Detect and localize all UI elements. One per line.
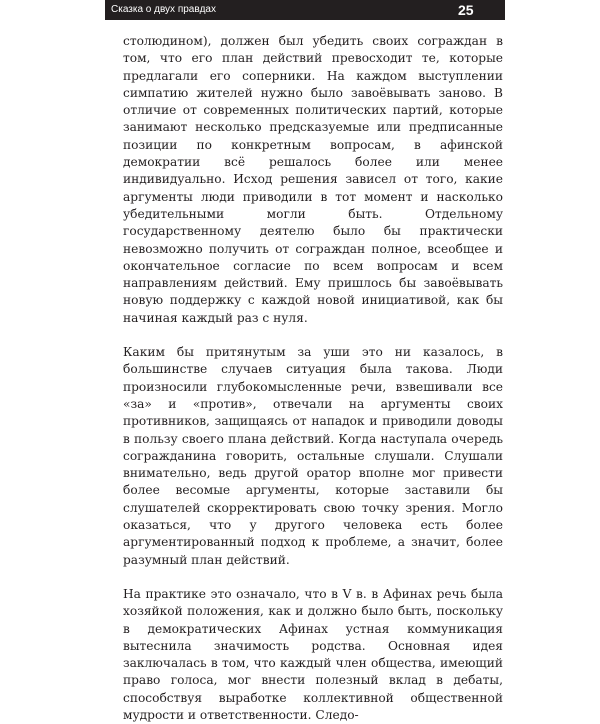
- paragraph-1: столюдином), должен был убедить своих сограждан в том, что его план действий превосходит те, которые предлагали его соперники. На каждом выступлении симпатию жителей нужно было завоёвывать заново. В отличие от современных политических партий, которые занимают несколько предсказуемые или предписанные позиции по конкретным вопросам, в афинской демократии всё решалось более или менее индивидуально. Исход решения зависел от того, какие аргументы люди приводили в тот момент и насколько убедительными могли быть. Отдельному государственному деятелю было бы практически невозможно получить от сограждан полное, всеобщее и окончательное согласие по всем вопросам и всем направлениям действий. Ему пришлось бы завоёвывать новую поддержку с каждой новой инициативой, как бы начиная каждый раз с нуля.: [123, 34, 503, 325]
- page-body: [123, 33, 503, 724]
- running-header-title: Сказка о двух правдах: [111, 4, 216, 15]
- paragraph-3: На практике это означало, что в V в. в Афинах речь была хозяйкой положения, как и должно было быть, поскольку в демократических Афинах устная коммуникация вытеснила значимость родства. Основная идея заключалась в том, что каждый член общества, имеющий право голоса, мог внести полезный вклад в дебаты, способствуя выработке коллективной общественной мудрости и ответственности. Следо-: [123, 586, 503, 722]
- page-number: 25: [458, 2, 474, 18]
- running-header: [105, 0, 505, 20]
- paragraph-2: Каким бы притянутым за уши это ни казалось, в большинстве случаев ситуация была такова. Люди произносили глубокомысленные речи, взвешивали все «за» и «против», отвечали на аргументы своих противников, защищаясь от нападок и приводили доводы в пользу своего плана действий. Когда наступала очередь согражданина говорить, остальные слушали. Слушали внимательно, ведь другой оратор вполне мог привести более весомые аргументы, которые заставили бы слушателей скорректировать свою точку зрения. Могло оказаться, что у другого человека есть более аргументированный подход к проблеме, а значит, более разумный план действий.: [123, 345, 503, 567]
